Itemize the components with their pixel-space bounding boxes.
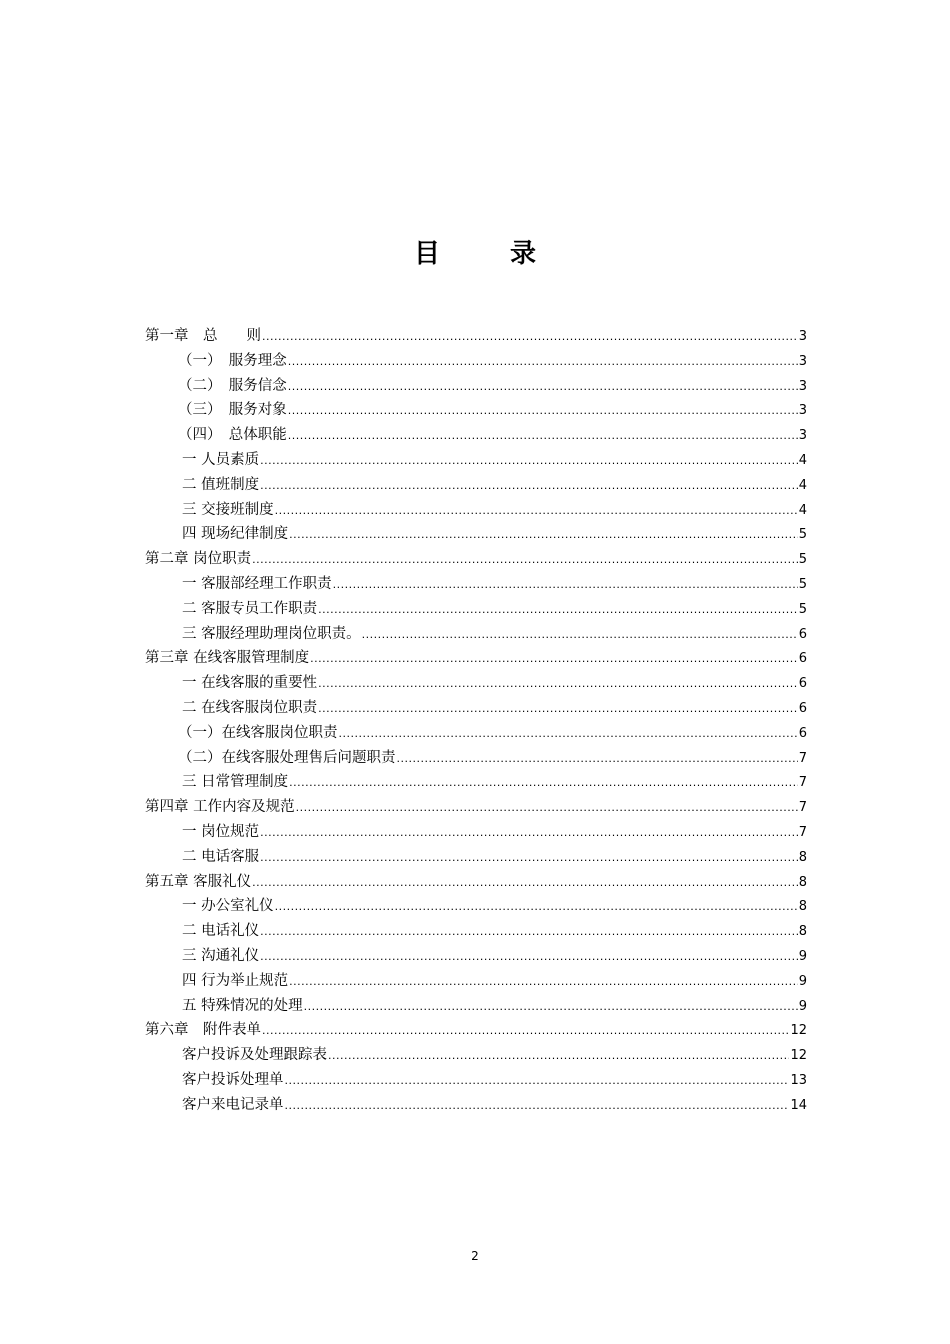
toc-leader xyxy=(260,821,798,846)
toc-entry-page: 3 xyxy=(798,353,807,369)
toc-entry-label: 五 特殊情况的处理 xyxy=(182,997,303,1014)
toc-entry[interactable] xyxy=(145,547,807,572)
toc-entry-label: （四） 总体职能 xyxy=(178,427,287,444)
toc-entry-page: 6 xyxy=(798,676,807,692)
toc-entry-label: 三 客服经理助理岗位职责。 xyxy=(182,625,361,642)
toc-entry-label: 二 电话客服 xyxy=(182,848,260,865)
toc-leader xyxy=(318,598,798,623)
toc-entry-page: 3 xyxy=(798,329,807,344)
toc-entry[interactable] xyxy=(145,572,807,597)
table-of-contents xyxy=(145,324,807,1118)
toc-entry[interactable] xyxy=(145,795,807,820)
toc-entry-label: 二 客服专员工作职责 xyxy=(182,600,318,617)
toc-leader xyxy=(275,895,798,920)
toc-entry-page: 12 xyxy=(790,1048,807,1064)
toc-leader xyxy=(262,1019,789,1044)
toc-leader xyxy=(328,1044,789,1069)
toc-entry-label: 四 行为举止规范 xyxy=(182,972,289,989)
toc-leader xyxy=(260,474,798,499)
toc-entry[interactable] xyxy=(145,721,807,746)
toc-leader xyxy=(285,1069,790,1094)
toc-leader xyxy=(252,548,798,573)
toc-entry[interactable] xyxy=(145,374,807,399)
toc-entry-page: 4 xyxy=(798,477,807,493)
toc-entry-label: 一 在线客服的重要性 xyxy=(182,675,318,692)
toc-entry-label: （一）在线客服岗位职责 xyxy=(178,724,338,741)
toc-leader xyxy=(318,697,798,722)
toc-entry-label: （二）在线客服处理售后问题职责 xyxy=(178,749,396,766)
toc-entry-page: 8 xyxy=(798,874,807,890)
toc-entry-page: 3 xyxy=(798,403,807,419)
toc-entry-label: 第五章 客服礼仪 xyxy=(145,873,252,890)
toc-entry-label: 三 交接班制度 xyxy=(182,501,274,518)
toc-entry-label: 客户投诉处理单 xyxy=(182,1071,284,1088)
toc-entry-page: 4 xyxy=(798,502,807,518)
toc-entry[interactable] xyxy=(145,746,807,771)
toc-entry-label: 三 日常管理制度 xyxy=(182,774,289,791)
toc-entry-label: 客户来电记录单 xyxy=(182,1096,284,1113)
toc-entry-page: 3 xyxy=(798,428,807,444)
toc-leader xyxy=(260,449,798,474)
toc-entry-label: 第四章 工作内容及规范 xyxy=(145,799,295,816)
toc-entry-label: 二 电话礼仪 xyxy=(182,923,260,940)
toc-entry-label: 二 值班制度 xyxy=(182,476,260,493)
toc-leader xyxy=(288,350,798,375)
toc-entry[interactable] xyxy=(145,671,807,696)
toc-entry[interactable] xyxy=(145,1068,807,1093)
toc-entry-label: 第三章 在线客服管理制度 xyxy=(145,650,310,667)
toc-entry[interactable] xyxy=(145,1043,807,1068)
toc-entry-page: 12 xyxy=(790,1023,807,1039)
toc-leader xyxy=(397,747,798,772)
toc-entry[interactable] xyxy=(145,944,807,969)
toc-entry-label: 一 客服部经理工作职责 xyxy=(182,575,332,592)
toc-entry-page: 4 xyxy=(798,452,807,468)
toc-entry[interactable] xyxy=(145,498,807,523)
toc-entry[interactable] xyxy=(145,423,807,448)
toc-entry-label: 一 岗位规范 xyxy=(182,823,260,840)
toc-leader xyxy=(252,871,798,896)
toc-title-part2: 录 xyxy=(510,239,537,269)
toc-leader xyxy=(289,523,798,548)
toc-entry[interactable] xyxy=(145,696,807,721)
toc-entry[interactable] xyxy=(145,845,807,870)
toc-entry-page: 6 xyxy=(798,626,807,642)
toc-entry-page: 9 xyxy=(798,998,807,1014)
toc-leader xyxy=(333,573,798,598)
toc-leader xyxy=(288,375,798,400)
toc-entry-label: 第二章 岗位职责 xyxy=(145,551,252,568)
toc-leader xyxy=(289,970,798,995)
toc-title xyxy=(0,233,950,270)
toc-entry-page: 5 xyxy=(798,527,807,543)
toc-entry[interactable] xyxy=(145,473,807,498)
toc-entry-page: 14 xyxy=(790,1097,807,1113)
toc-entry-page: 8 xyxy=(798,899,807,915)
toc-entry[interactable] xyxy=(145,919,807,944)
toc-entry-page: 9 xyxy=(798,948,807,964)
toc-entry-page: 8 xyxy=(798,924,807,940)
toc-entry[interactable] xyxy=(145,894,807,919)
toc-entry[interactable] xyxy=(145,448,807,473)
toc-leader xyxy=(285,1094,790,1119)
toc-entry[interactable] xyxy=(145,398,807,423)
toc-leader xyxy=(262,325,798,350)
toc-entry[interactable] xyxy=(145,969,807,994)
toc-entry-label: 一 人员素质 xyxy=(182,451,260,468)
toc-entry-page: 5 xyxy=(798,601,807,617)
toc-entry-page: 8 xyxy=(798,849,807,865)
toc-entry-page: 9 xyxy=(798,973,807,989)
toc-entry-label: 客户投诉及处理跟踪表 xyxy=(182,1047,327,1064)
toc-entry[interactable] xyxy=(145,1093,807,1118)
toc-entry[interactable] xyxy=(145,646,807,671)
toc-entry-label: 二 在线客服岗位职责 xyxy=(182,699,318,716)
toc-entry-page: 7 xyxy=(798,750,807,766)
toc-entry[interactable] xyxy=(145,994,807,1019)
toc-entry[interactable] xyxy=(145,820,807,845)
toc-leader xyxy=(310,647,798,672)
toc-entry-label: （三） 服务对象 xyxy=(178,402,287,419)
toc-entry-label: 第六章 附件表单 xyxy=(145,1022,261,1039)
toc-entry-page: 13 xyxy=(790,1072,807,1088)
toc-entry[interactable] xyxy=(145,770,807,795)
toc-entry[interactable] xyxy=(145,597,807,622)
toc-leader xyxy=(288,424,798,449)
toc-leader xyxy=(362,623,798,648)
toc-leader xyxy=(289,771,798,796)
toc-leader xyxy=(296,796,798,821)
toc-entry[interactable] xyxy=(145,349,807,374)
toc-entry-label: （一） 服务理念 xyxy=(178,352,287,369)
toc-entry-page: 6 xyxy=(798,700,807,716)
toc-entry[interactable] xyxy=(145,324,807,349)
toc-entry-page: 6 xyxy=(798,725,807,741)
page-number: 2 xyxy=(471,1249,479,1263)
toc-entry-page: 6 xyxy=(798,651,807,667)
toc-leader xyxy=(304,995,798,1020)
toc-entry[interactable] xyxy=(145,622,807,647)
toc-leader xyxy=(260,846,798,871)
toc-leader xyxy=(339,722,798,747)
toc-entry-label: 第一章 总 则 xyxy=(145,328,261,344)
toc-entry[interactable] xyxy=(145,1018,807,1043)
toc-leader xyxy=(288,399,798,424)
toc-entry-page: 3 xyxy=(798,378,807,394)
toc-entry-page: 7 xyxy=(798,824,807,840)
toc-leader xyxy=(260,920,798,945)
toc-leader xyxy=(318,672,798,697)
toc-entry-label: （二） 服务信念 xyxy=(178,377,287,394)
toc-leader xyxy=(260,945,798,970)
toc-title-part1: 目 xyxy=(413,239,440,269)
toc-entry-label: 三 沟通礼仪 xyxy=(182,947,260,964)
toc-entry-page: 5 xyxy=(798,552,807,568)
toc-entry-label: 四 现场纪律制度 xyxy=(182,526,289,543)
toc-entry-page: 7 xyxy=(798,800,807,816)
toc-entry-page: 5 xyxy=(798,576,807,592)
toc-entry-label: 一 办公室礼仪 xyxy=(182,898,274,915)
toc-entry[interactable] xyxy=(145,522,807,547)
toc-leader xyxy=(275,499,798,524)
toc-entry[interactable] xyxy=(145,870,807,895)
toc-entry-page: 7 xyxy=(798,775,807,791)
